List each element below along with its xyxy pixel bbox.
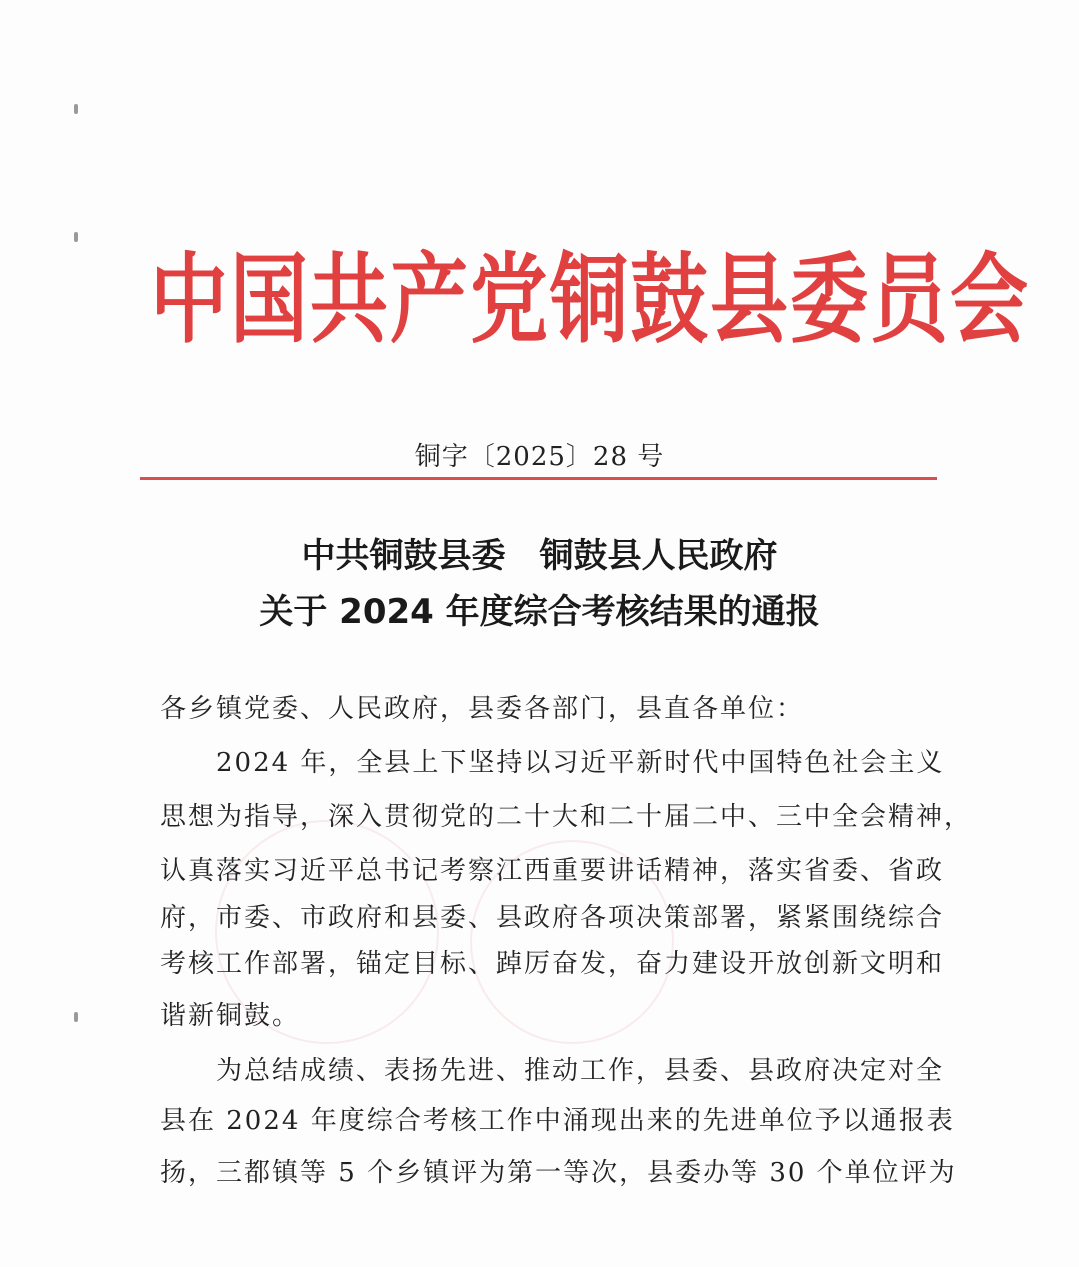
body-line: 考核工作部署，锚定目标、踔厉奋发，奋力建设开放创新文明和: [160, 949, 945, 979]
scan-mark: [74, 104, 78, 114]
issuer-header: 中国共产党铜鼓县委员会: [150, 244, 1031, 357]
document-title-line-1: 中共铜鼓县委 铜鼓县人民政府: [301, 536, 778, 576]
salutation: 各乡镇党委、人民政府，县委各部门，县直各单位：: [160, 694, 805, 724]
scan-mark: [74, 1012, 78, 1022]
scan-mark: [74, 232, 78, 242]
body-line: 扬，三都镇等 5 个乡镇评为第一等次，县委办等 30 个单位评为: [160, 1158, 957, 1188]
document-title-line-2: 关于 2024 年度综合考核结果的通报: [259, 592, 820, 632]
body-line: 县在 2024 年度综合考核工作中涌现出来的先进单位予以通报表: [160, 1106, 955, 1136]
body-line: 为总结成绩、表扬先进、推动工作，县委、县政府决定对全: [160, 1056, 945, 1086]
body-line: 府，市委、市政府和县委、县政府各项决策部署，紧紧围绕综合: [160, 903, 945, 933]
body-line: 思想为指导，深入贯彻党的二十大和二十届二中、三中全会精神，: [160, 802, 973, 832]
body-line: 认真落实习近平总书记考察江西重要讲话精神，落实省委、省政: [160, 856, 945, 886]
body-line: 谐新铜鼓。: [160, 1001, 301, 1031]
document-number: 铜字〔2025〕28 号: [414, 442, 665, 472]
body-line: 2024 年，全县上下坚持以习近平新时代中国特色社会主义: [160, 748, 945, 778]
red-separator-rule: [140, 477, 937, 480]
